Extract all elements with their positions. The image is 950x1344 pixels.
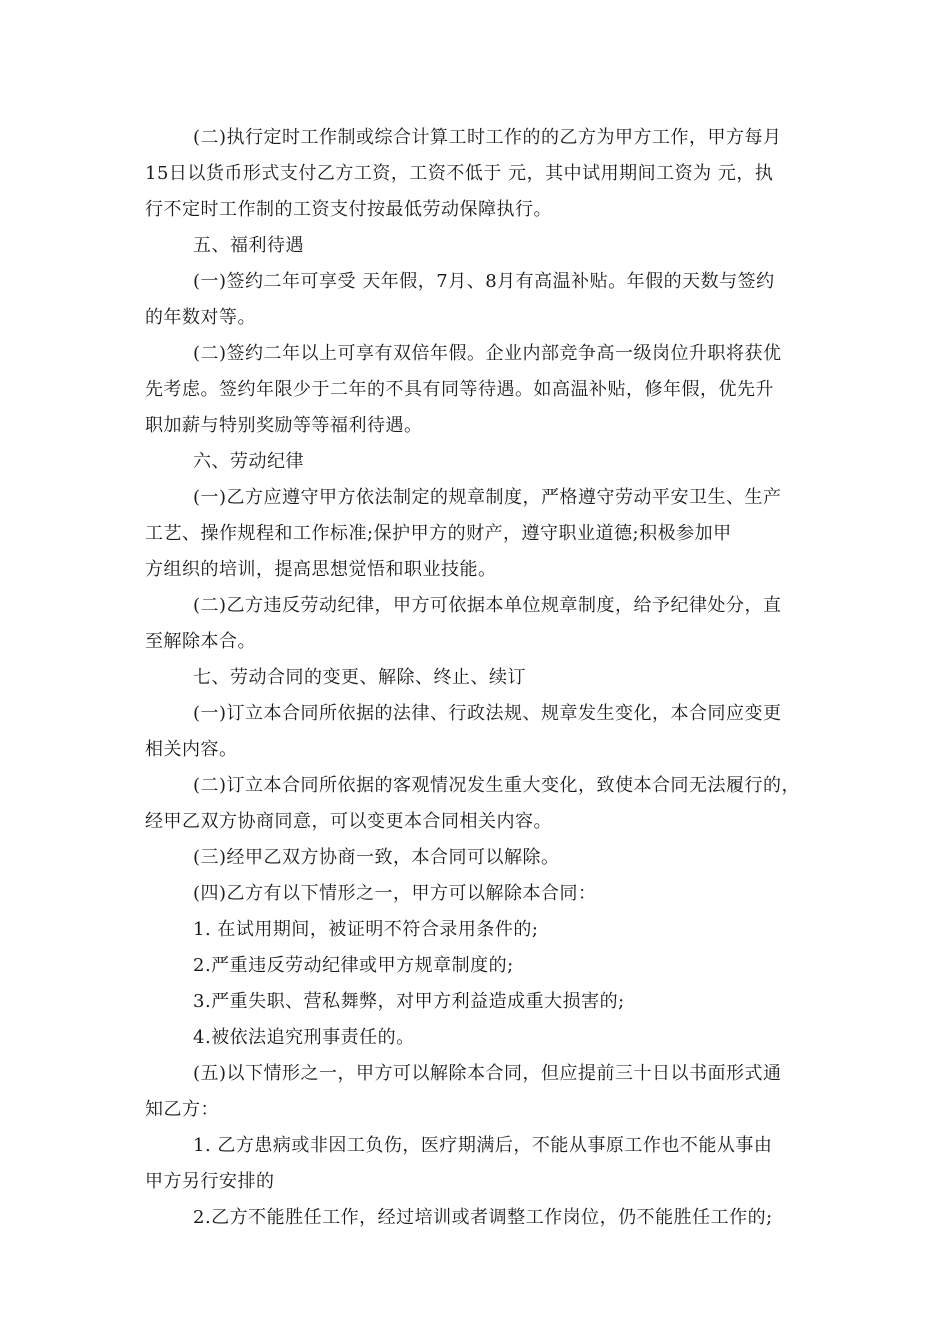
list-item: 4.被依法追究刑事责任的。 xyxy=(193,1027,415,1048)
paragraph-line: 先考虑。签约年限少于二年的不具有同等待遇。如高温补贴，修年假，优先升 xyxy=(145,379,774,400)
paragraph-line: 职加薪与特别奖励等等福利待遇。 xyxy=(145,415,423,436)
paragraph-line: (四)乙方有以下情形之一，甲方可以解除本合同： xyxy=(193,883,597,904)
list-item: 2.严重违反劳动纪律或甲方规章制度的; xyxy=(193,955,514,976)
paragraph-line: 经甲乙双方协商同意，可以变更本合同相关内容。 xyxy=(145,811,552,832)
list-item: 2.乙方不能胜任工作，经过培训或者调整工作岗位，仍不能胜任工作的; xyxy=(193,1207,773,1228)
paragraph-line: (二)签约二年以上可享有双倍年假。企业内部竞争高一级岗位升职将获优 xyxy=(193,343,782,364)
paragraph-line: 方组织的培训，提高思想觉悟和职业技能。 xyxy=(145,559,497,580)
section-heading: 七、劳动合同的变更、解除、终止、续订 xyxy=(193,667,526,688)
paragraph-line: (二)订立本合同所依据的客观情况发生重大变化，致使本合同无法履行的， xyxy=(193,775,801,796)
paragraph-line: (二)乙方违反劳动纪律，甲方可依据本单位规章制度，给予纪律处分，直 xyxy=(193,595,782,616)
section-heading: 六、劳动纪律 xyxy=(193,451,304,472)
section-heading: 五、福利待遇 xyxy=(193,235,304,256)
paragraph-line: 工艺、操作规程和工作标准;保护甲方的财产，遵守职业道德;积极参加甲 xyxy=(145,523,732,544)
list-item: 3.严重失职、营私舞弊，对甲方利益造成重大损害的; xyxy=(193,991,625,1012)
paragraph-line: (二)执行定时工作制或综合计算工时工作的的乙方为甲方工作，甲方每月 xyxy=(193,127,782,148)
paragraph-line: (五)以下情形之一，甲方可以解除本合同，但应提前三十日以书面形式通 xyxy=(193,1063,782,1084)
paragraph-line: (三)经甲乙双方协商一致，本合同可以解除。 xyxy=(193,847,560,868)
paragraph-line: 的年数对等。 xyxy=(145,307,256,328)
paragraph-line: (一)订立本合同所依据的法律、行政法规、规章发生变化，本合同应变更 xyxy=(193,703,782,724)
list-item: 1. 在试用期间，被证明不符合录用条件的; xyxy=(193,919,539,940)
paragraph-line: 知乙方： xyxy=(145,1099,219,1120)
paragraph-line: (一)签约二年可享受 天年假，7月、8月有高温补贴。年假的天数与签约 xyxy=(193,271,775,292)
paragraph-line: 行不定时工作制的工资支付按最低劳动保障执行。 xyxy=(145,199,552,220)
paragraph-line: 15日以货币形式支付乙方工资，工资不低于 元，其中试用期间工资为 元，执 xyxy=(145,163,774,184)
paragraph-line: 甲方另行安排的 xyxy=(145,1171,275,1192)
paragraph-line: (一)乙方应遵守甲方依法制定的规章制度，严格遵守劳动平安卫生、生产 xyxy=(193,487,782,508)
paragraph-line: 至解除本合。 xyxy=(145,631,256,652)
list-item: 1. 乙方患病或非因工负伤，医疗期满后，不能从事原工作也不能从事由 xyxy=(193,1135,773,1156)
paragraph-line: 相关内容。 xyxy=(145,739,238,760)
